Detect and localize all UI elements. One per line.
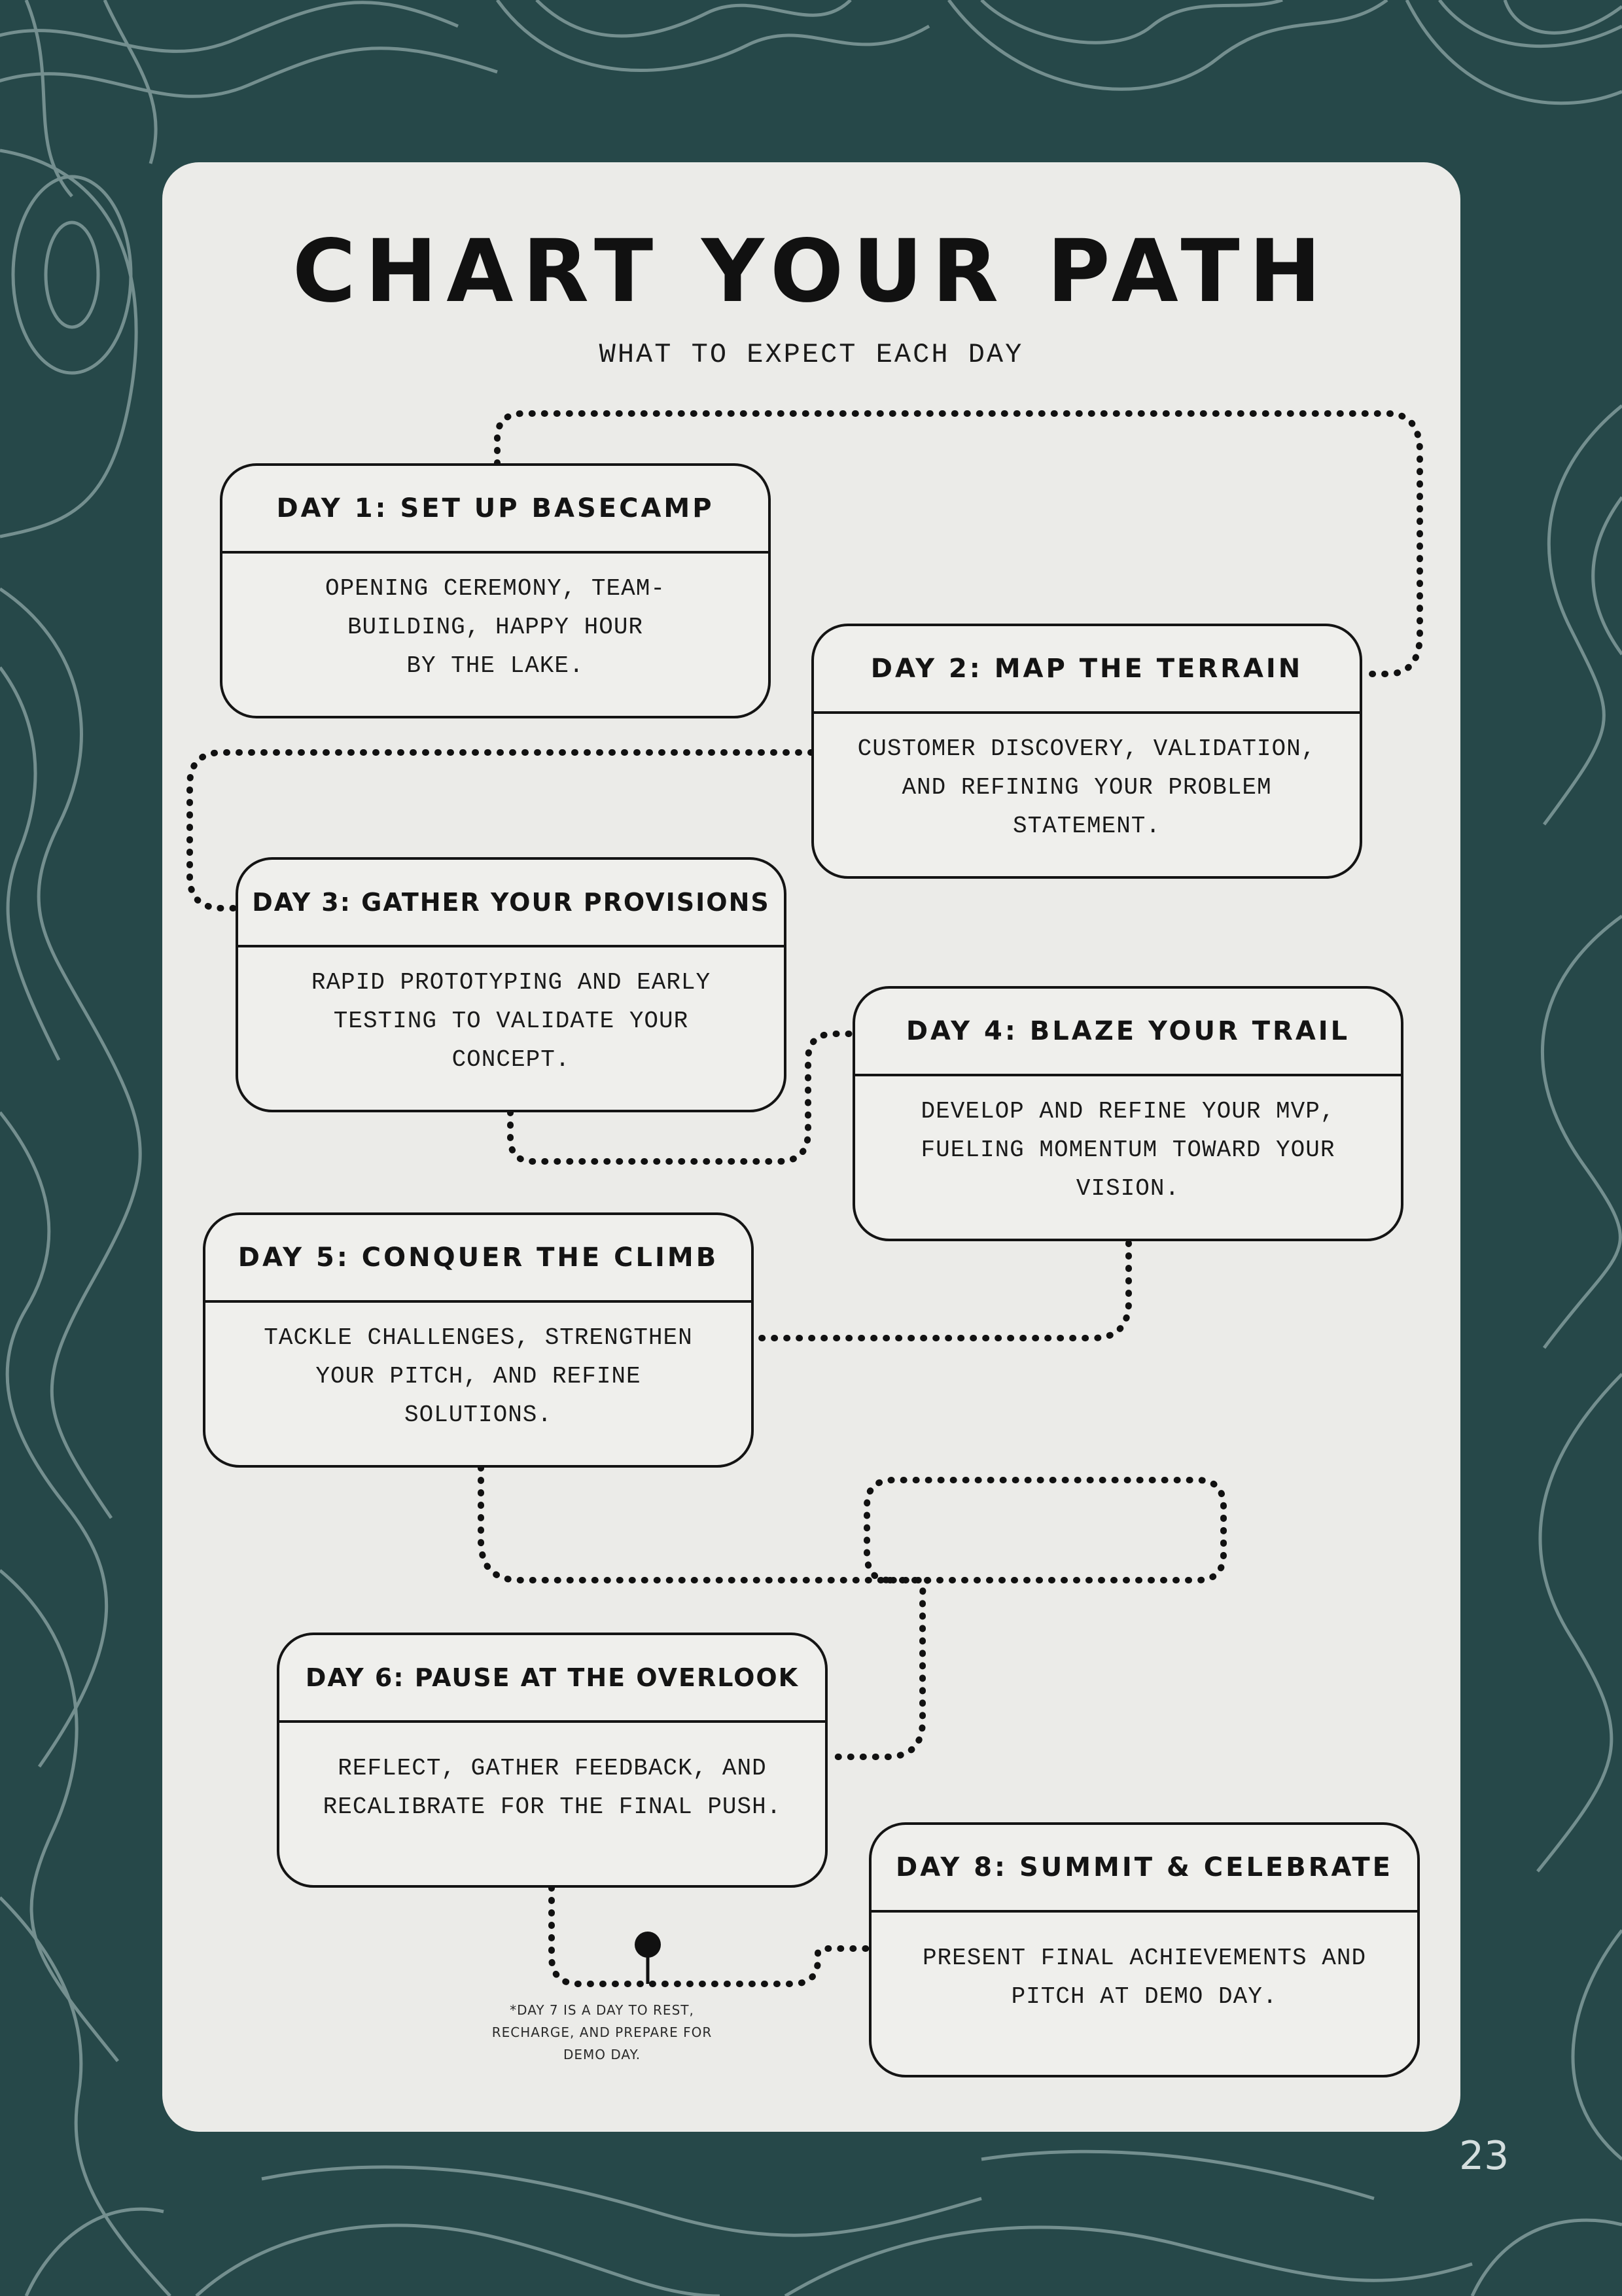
day-4-description xyxy=(855,1076,1401,1208)
day-4-line: DEVELOP AND REFINE YOUR MVP, xyxy=(921,1098,1335,1125)
day-4-line: VISION. xyxy=(1076,1175,1180,1202)
day-3-line: CONCEPT. xyxy=(451,1046,571,1073)
note-line: DEMO DAY. xyxy=(563,2047,641,2062)
day-1-heading: DAY 1: SET UP BASECAMP xyxy=(222,466,768,554)
day-2-description xyxy=(814,714,1360,845)
day-7-rest-note xyxy=(474,1999,730,2066)
day-3-line: TESTING TO VALIDATE YOUR xyxy=(333,1008,689,1034)
day-2-line: STATEMENT. xyxy=(1012,813,1161,839)
day-card-8 xyxy=(869,1822,1420,2077)
day-8-description xyxy=(872,1913,1417,2016)
day-5-line: YOUR PITCH, AND REFINE xyxy=(315,1363,641,1390)
day-5-line: SOLUTIONS. xyxy=(404,1402,553,1428)
day-card-3 xyxy=(236,857,786,1112)
day-1-description xyxy=(222,554,768,685)
day-3-description xyxy=(238,947,784,1079)
day-2-line: AND REFINING YOUR PROBLEM xyxy=(902,774,1272,801)
day-5-description xyxy=(205,1303,751,1434)
day-8-line: PRESENT FINAL ACHIEVEMENTS AND xyxy=(922,1945,1367,1971)
day-card-6 xyxy=(277,1633,828,1888)
day-2-heading: DAY 2: MAP THE TERRAIN xyxy=(814,626,1360,714)
day-3-line: RAPID PROTOTYPING AND EARLY xyxy=(311,969,711,996)
day-5-heading: DAY 5: CONQUER THE CLIMB xyxy=(205,1215,751,1303)
day-card-1 xyxy=(220,463,771,718)
page-number: 23 xyxy=(1459,2133,1509,2179)
day-8-heading: DAY 8: SUMMIT & CELEBRATE xyxy=(872,1825,1417,1913)
note-line: *DAY 7 IS A DAY TO REST, xyxy=(510,2002,694,2018)
day-4-line: FUELING MOMENTUM TOWARD YOUR xyxy=(921,1137,1335,1163)
day-4-heading: DAY 4: BLAZE YOUR TRAIL xyxy=(855,989,1401,1076)
day-5-line: TACKLE CHALLENGES, STRENGTHEN xyxy=(264,1324,693,1351)
day-1-line: BY THE LAKE. xyxy=(406,652,584,679)
day-8-line: PITCH AT DEMO DAY. xyxy=(1011,1983,1278,2010)
day-6-heading: DAY 6: PAUSE AT THE OVERLOOK xyxy=(279,1635,825,1723)
day-6-line: RECALIBRATE FOR THE FINAL PUSH. xyxy=(323,1793,782,1820)
day-1-line: BUILDING, HAPPY HOUR xyxy=(347,614,644,641)
day-2-line: CUSTOMER DISCOVERY, VALIDATION, xyxy=(857,735,1316,762)
note-line: RECHARGE, AND PREPARE FOR xyxy=(491,2024,713,2040)
day-card-5 xyxy=(203,1212,754,1468)
day-card-4 xyxy=(853,986,1403,1241)
day-card-2 xyxy=(811,624,1362,879)
page-subtitle: WHAT TO EXPECT EACH DAY xyxy=(599,339,1024,370)
day-6-line: REFLECT, GATHER FEEDBACK, AND xyxy=(338,1755,767,1782)
day-3-heading: DAY 3: GATHER YOUR PROVISIONS xyxy=(238,860,784,947)
page-title: CHART YOUR PATH xyxy=(292,221,1331,322)
day-1-line: OPENING CEREMONY, TEAM- xyxy=(325,575,665,602)
day-6-description xyxy=(279,1723,825,1826)
